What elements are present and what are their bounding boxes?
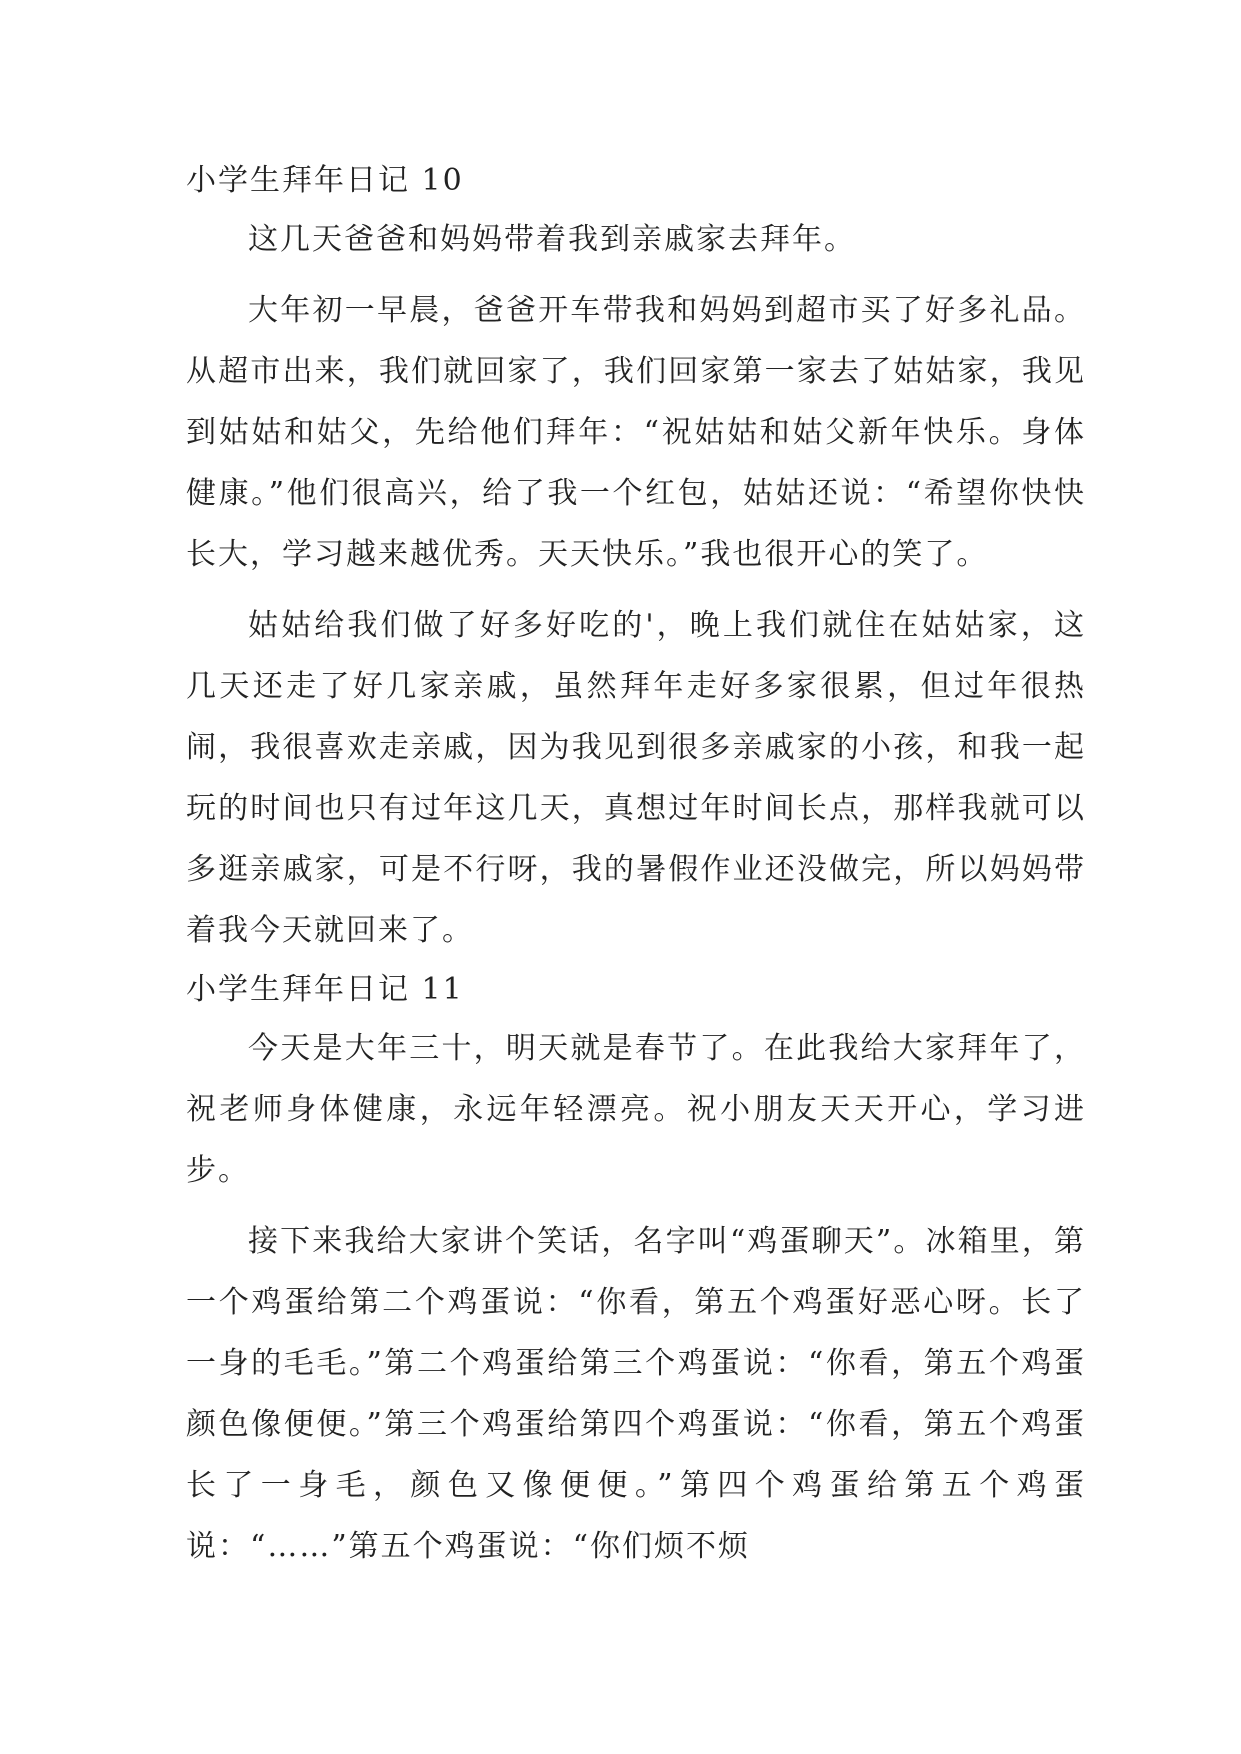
diary-entry-10: [186, 152, 1086, 961]
entry-title: 小学生拜年日记 10: [186, 163, 464, 198]
entry-title: 小学生拜年日记 11: [186, 972, 464, 1007]
paragraph: 大年初一早晨，爸爸开车带我和妈妈到超市买了好多礼品。从超市出来，我们就回家了，我们回家第一家去了姑姑家，我见到姑姑和姑父，先给他们拜年：“祝姑姑和姑父新年快乐。身体健康。”他们很高兴，给了我一个红包，姑姑还说：“希望你快快长大，学习越来越优秀。天天快乐。”我也很开心的笑了。: [186, 293, 1086, 572]
diary-entry-11: [186, 961, 1086, 1577]
paragraph: 今天是大年三十，明天就是春节了。在此我给大家拜年了，祝老师身体健康，永远年轻漂亮。祝小朋友天天开心，学习进步。: [186, 1031, 1086, 1188]
paragraph: 姑姑给我们做了好多好吃的'，晚上我们就住在姑姑家，这几天还走了好几家亲戚，虽然拜年走好多家很累，但过年很热闹，我很喜欢走亲戚，因为我见到很多亲戚家的小孩，和我一起玩的时间也只有过年这几天，真想过年时间长点，那样我就可以多逛亲戚家，可是不行呀，我的暑假作业还没做完，所以妈妈带着我今天就回来了。: [186, 608, 1086, 948]
document-body: [186, 152, 1086, 1577]
paragraph: 这几天爸爸和妈妈带着我到亲戚家去拜年。: [248, 222, 856, 257]
paragraph: 接下来我给大家讲个笑话，名字叫“鸡蛋聊天”。冰箱里，第一个鸡蛋给第二个鸡蛋说：“你看，第五个鸡蛋好恶心呀。长了一身的毛毛。”第二个鸡蛋给第三个鸡蛋说：“你看，第五个鸡蛋颜色像便便。”第三个鸡蛋给第四个鸡蛋说：“你看，第五个鸡蛋长了一身毛，颜色又像便便。”第四个鸡蛋给第五个鸡蛋说：“……”第五个鸡蛋说：“你们烦不烦: [186, 1224, 1086, 1564]
